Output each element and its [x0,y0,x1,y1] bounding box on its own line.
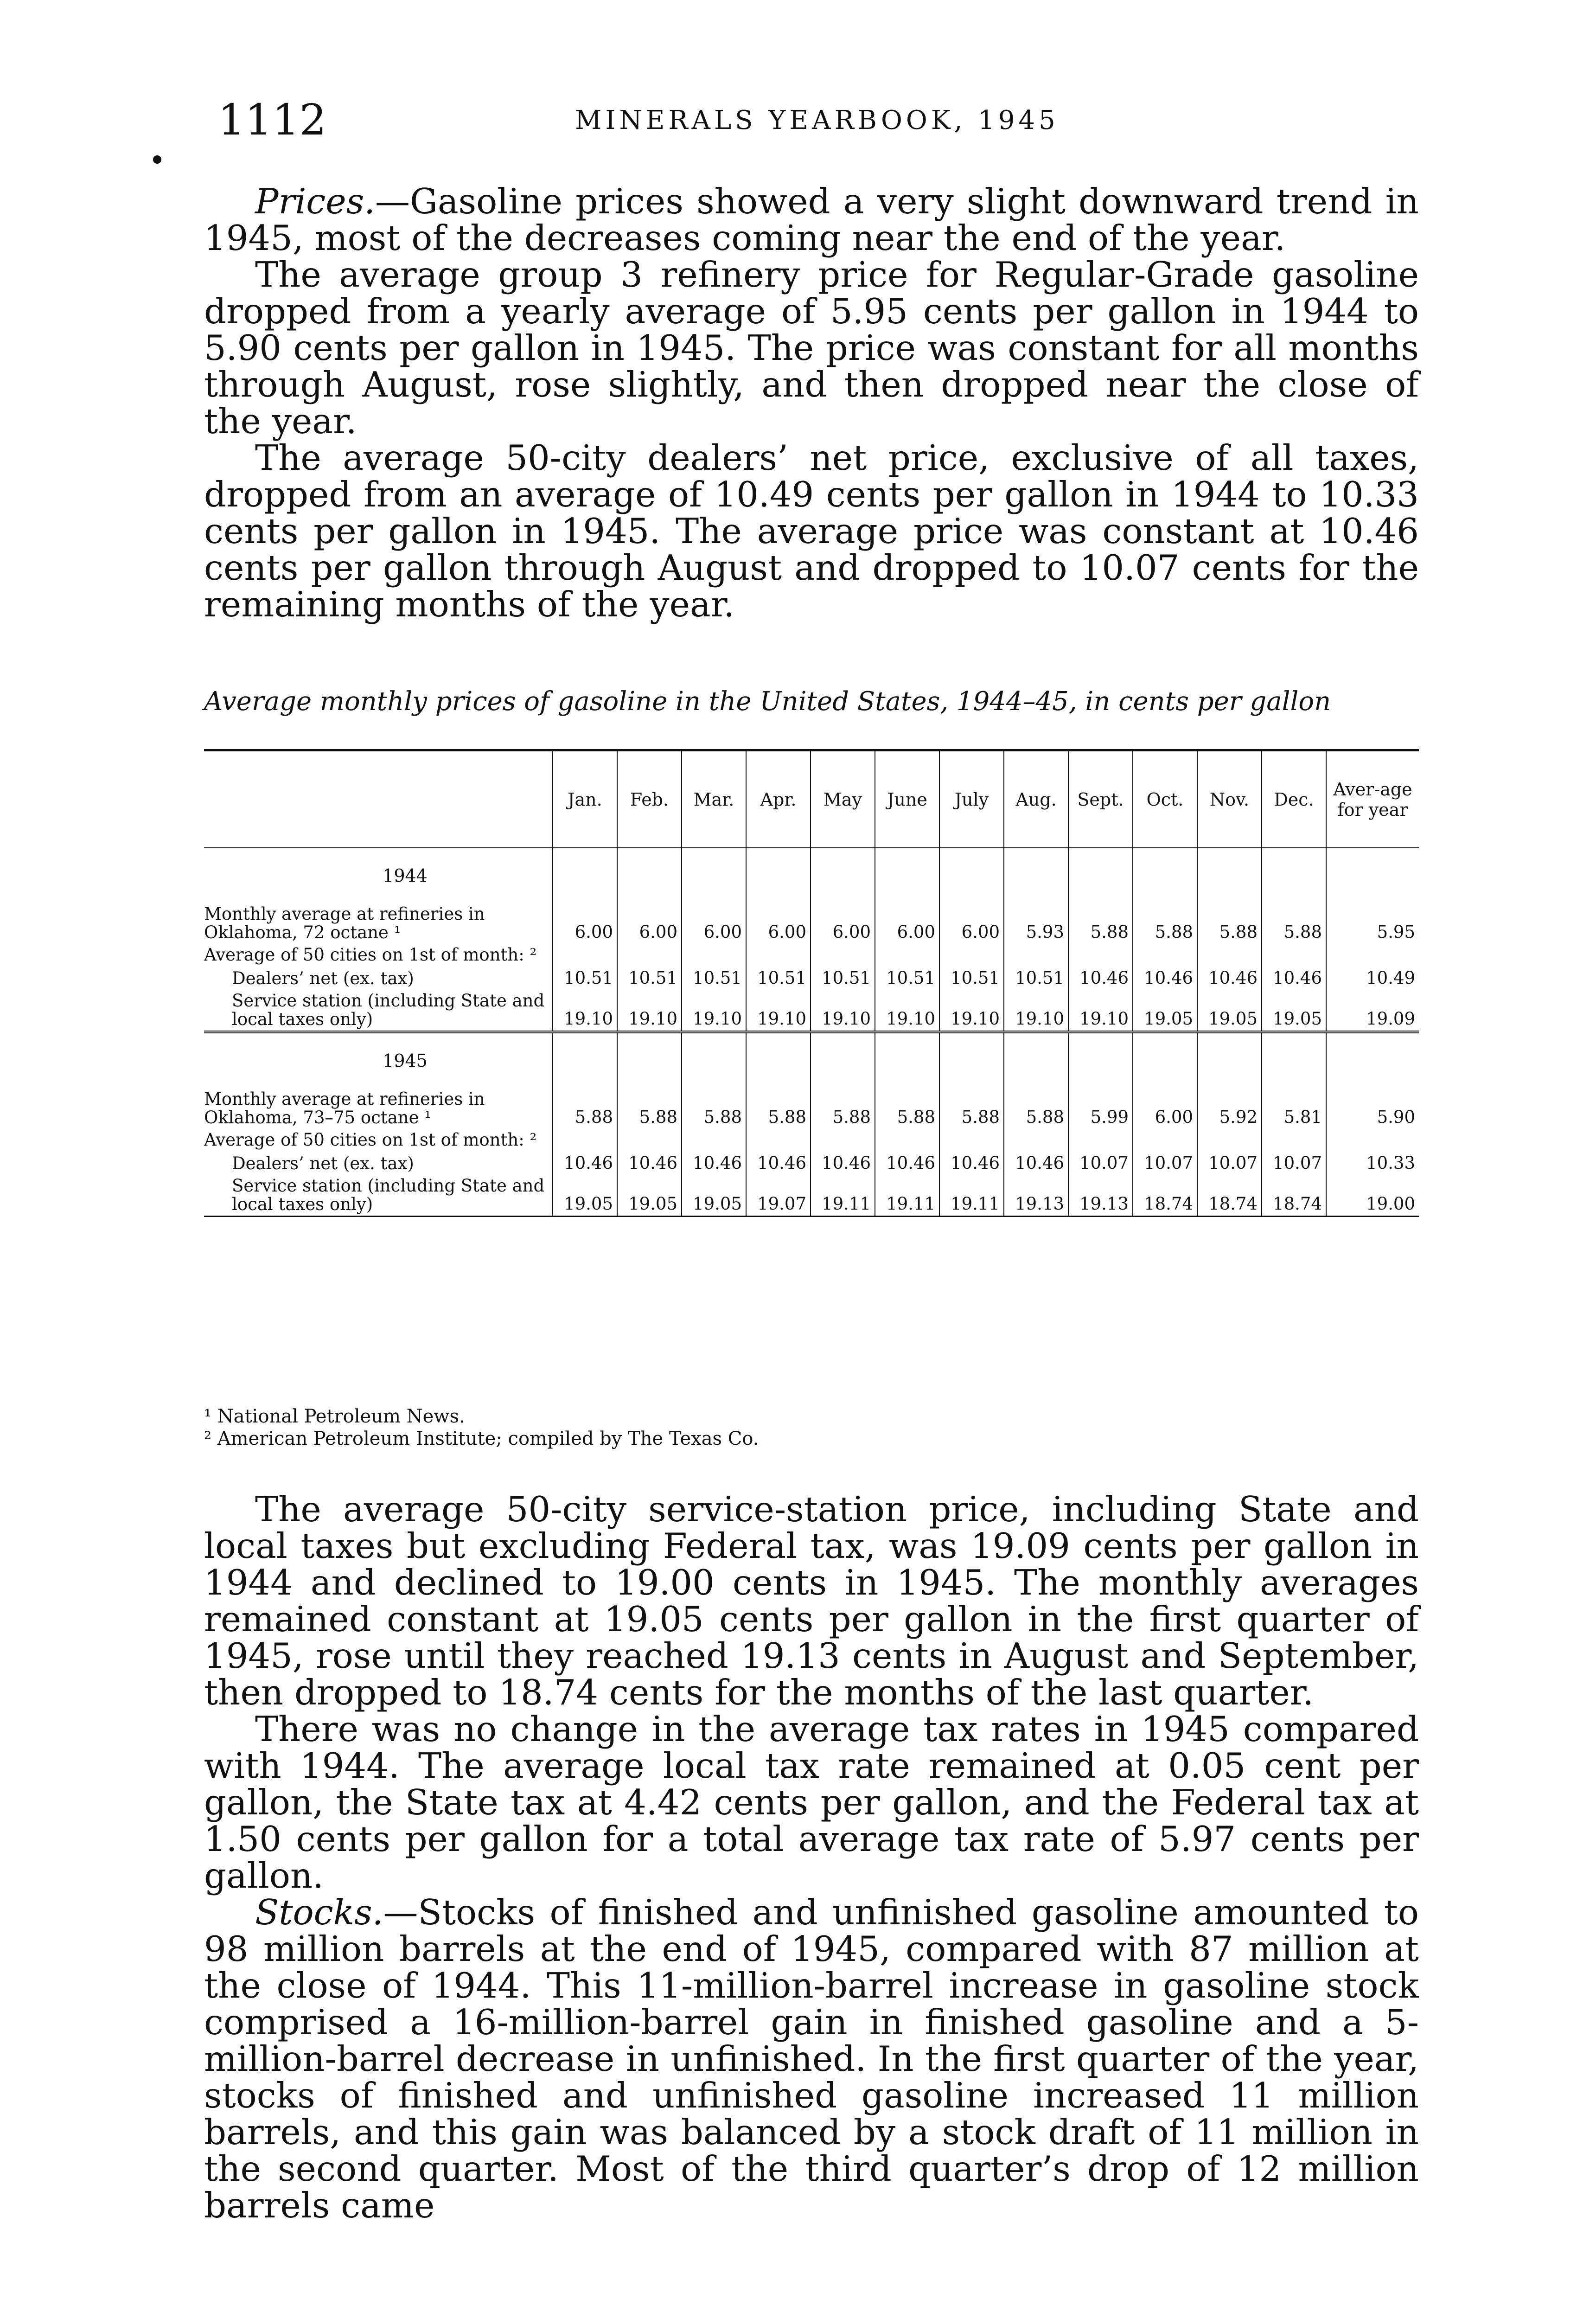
table-body [204,848,1419,1217]
value-cell: 10.46 [682,1151,746,1175]
blank-cell [1326,848,1419,903]
value-cell: 10.46 [1133,966,1197,990]
col-header: Dec. [1262,751,1326,848]
value-cell: 19.05 [1197,990,1262,1032]
value-cell: 19.10 [746,990,811,1032]
row-label: Average of 50 cities on 1st of month: ² [204,945,537,965]
blank-cell [939,1032,1004,1088]
blank-cell [1133,848,1197,903]
col-header: Mar. [682,751,746,848]
value-cell [1133,944,1197,966]
value-cell [746,1129,811,1151]
value-cell [1262,1129,1326,1151]
value-cell: 19.13 [1068,1175,1133,1217]
col-header-average: Aver-age for year [1326,751,1419,848]
row-refinery [204,1088,1419,1129]
value-cell: 10.46 [617,1151,682,1175]
value-cell: 10.51 [682,966,746,990]
value-cell: 5.88 [617,1088,682,1129]
blank-cell [1004,1032,1068,1088]
value-cell: 10.07 [1197,1151,1262,1175]
value-cell: 5.88 [682,1088,746,1129]
col-header: May [811,751,875,848]
blank-cell [746,1032,811,1088]
value-cell: 10.51 [617,966,682,990]
value-cell [1262,944,1326,966]
blank-cell [875,1032,939,1088]
value-cell: 10.46 [553,1151,617,1175]
intro-text [204,183,1419,623]
value-cell: 19.10 [1004,990,1068,1032]
value-cell [939,944,1004,966]
value-cell: 10.46 [746,1151,811,1175]
blank-cell [1197,848,1262,903]
value-cell: 10.51 [1004,966,1068,990]
prices-lead: Prices. [255,181,376,222]
value-cell [811,944,875,966]
paragraph-tax-rates: There was no change in the average tax rates in 1945 compared with 1944. The average local tax rate remained at 0.05 cent per gallon, the State tax at 4.42 cents per gallon, and the Federal tax at 1.50 cents per gallon for a total average tax rate of 5.97 cents per gallon. [204,1709,1419,1896]
value-cell: 5.93 [1004,903,1068,944]
value-cell: 19.05 [617,1175,682,1217]
value-cell: 10.49 [1326,966,1419,990]
table-footnotes [204,1405,759,1450]
value-cell [746,944,811,966]
col-header: Jan. [553,751,617,848]
value-cell: 6.00 [811,903,875,944]
value-cell [875,1129,939,1151]
value-cell: 19.10 [553,990,617,1032]
col-header: Feb. [617,751,682,848]
blank-cell [746,848,811,903]
blank-cell [553,848,617,903]
value-cell: 19.05 [1133,990,1197,1032]
value-cell: 5.90 [1326,1088,1419,1129]
row-label: Dealers’ net (ex. tax) [232,1153,414,1173]
row-label: Service station (including State and local taxes only) [204,1175,553,1217]
margin-dot [153,155,161,164]
blank-cell [811,848,875,903]
value-cell: 19.05 [553,1175,617,1217]
blank-cell [1262,848,1326,903]
value-cell: 5.81 [1262,1088,1326,1129]
value-cell [1326,1129,1419,1151]
paragraph-stocks [204,1894,1419,2224]
footnote: ¹ National Petroleum News. [204,1406,465,1427]
value-cell: 18.74 [1262,1175,1326,1217]
row-service-station [204,990,1419,1032]
col-header: Aug. [1004,751,1068,848]
blank-cell [617,848,682,903]
stocks-text: —Stocks of finished and unfinished gasoline amounted to 98 million barrels at the end of 1945, compared with 87 million at the close of 1944. This 11-million-barrel increase in gasoline stock comprised a 16-million-barrel gain in finished gasoline and a 5-million-barrel decrease in unfinished. In the first quarter of the year, stocks of finished and unfinished gasoline increased 11 million barrels, and this gain was balanced by a stock draft of 11 million in the second quarter. Most of the third quarter’s drop of 12 million barrels came [204,1892,1419,2226]
value-cell: 10.46 [811,1151,875,1175]
value-cell: 10.33 [1326,1151,1419,1175]
value-cell: 10.51 [875,966,939,990]
row-cities-heading [204,944,1419,966]
blank-cell [875,848,939,903]
value-cell [811,1129,875,1151]
value-cell: 10.51 [939,966,1004,990]
blank-cell [1326,1032,1419,1088]
value-cell: 10.46 [1197,966,1262,990]
value-cell: 10.07 [1068,1151,1133,1175]
value-cell: 5.88 [939,1088,1004,1129]
value-cell [682,944,746,966]
value-cell [1068,1129,1133,1151]
value-cell: 5.99 [1068,1088,1133,1129]
value-cell: 19.11 [875,1175,939,1217]
value-cell: 5.88 [1197,903,1262,944]
blank-cell [1068,848,1133,903]
value-cell [617,1129,682,1151]
value-cell: 19.00 [1326,1175,1419,1217]
value-cell [682,1129,746,1151]
page-header [204,95,1410,146]
value-cell: 10.46 [875,1151,939,1175]
header-blank [204,751,553,848]
value-cell [939,1129,1004,1151]
col-header: Apr. [746,751,811,848]
blank-cell [1133,1032,1197,1088]
blank-cell [1004,848,1068,903]
value-cell [1197,1129,1262,1151]
value-cell: 19.11 [811,1175,875,1217]
year-label: 1944 [383,865,428,886]
value-cell: 6.00 [746,903,811,944]
paragraph-refinery: The average group 3 refinery price for Regular-Grade gasoline dropped from a yearly average of 5.95 cents per gallon in 1944 to 5.90 cents per gallon in 1945. The price was constant for all months through August, rose slightly, and then dropped near the close of the year. [204,254,1419,442]
row-label: Service station (including State and local taxes only) [204,990,553,1032]
table-header-row [204,751,1419,848]
paragraph-dealers: The average 50-city dealers’ net price, exclusive of all taxes, dropped from an average of 10.49 cents per gallon in 1944 to 10.33 cents per gallon in 1945. The average price was constant at 10.46 cents per gallon through August and dropped to 10.07 cents for the remaining months of the year. [204,437,1419,625]
year-label: 1945 [383,1051,428,1071]
paragraph-prices [204,183,1419,256]
value-cell: 5.88 [553,1088,617,1129]
value-cell: 5.92 [1197,1088,1262,1129]
row-label: Monthly average at refineries in Oklahoma, 73–75 octane ¹ [204,1089,485,1127]
value-cell [1004,1129,1068,1151]
closing-text [204,1491,1419,2224]
blank-cell [617,1032,682,1088]
value-cell: 19.05 [682,1175,746,1217]
value-cell: 19.10 [1068,990,1133,1032]
value-cell: 6.00 [875,903,939,944]
value-cell [553,944,617,966]
value-cell: 5.88 [1133,903,1197,944]
row-label: Dealers’ net (ex. tax) [232,968,414,988]
running-head: MINERALS YEARBOOK, 1945 [575,105,1059,135]
gasoline-price-table [204,751,1419,1217]
row-refinery [204,903,1419,944]
value-cell: 10.07 [1133,1151,1197,1175]
value-cell: 6.00 [682,903,746,944]
value-cell: 19.09 [1326,990,1419,1032]
page-number: 1112 [218,95,327,145]
col-header: July [939,751,1004,848]
value-cell: 10.46 [1068,966,1133,990]
value-cell: 6.00 [617,903,682,944]
value-cell: 19.10 [617,990,682,1032]
footnote: ² American Petroleum Institute; compiled by The Texas Co. [204,1428,759,1449]
value-cell: 19.10 [875,990,939,1032]
col-header: Sept. [1068,751,1133,848]
row-service-station [204,1175,1419,1217]
value-cell: 5.88 [746,1088,811,1129]
row-label: Monthly average at refineries in Oklahoma, 72 octane ¹ [204,904,485,942]
value-cell: 18.74 [1197,1175,1262,1217]
col-header: Nov. [1197,751,1262,848]
value-cell: 19.05 [1262,990,1326,1032]
value-cell: 5.88 [811,1088,875,1129]
value-cell: 19.10 [939,990,1004,1032]
value-cell: 5.88 [1004,1088,1068,1129]
value-cell: 19.11 [939,1175,1004,1217]
value-cell: 19.10 [682,990,746,1032]
value-cell: 19.10 [811,990,875,1032]
value-cell [1004,944,1068,966]
value-cell: 19.07 [746,1175,811,1217]
row-dealers [204,1151,1419,1175]
value-cell: 5.95 [1326,903,1419,944]
value-cell [553,1129,617,1151]
value-cell: 5.88 [1262,903,1326,944]
value-cell [1326,944,1419,966]
blank-cell [1068,1032,1133,1088]
value-cell [1197,944,1262,966]
value-cell: 10.51 [811,966,875,990]
value-cell: 10.46 [1262,966,1326,990]
value-cell [617,944,682,966]
value-cell: 10.46 [939,1151,1004,1175]
value-cell: 5.88 [1068,903,1133,944]
value-cell: 6.00 [553,903,617,944]
blank-cell [1262,1032,1326,1088]
blank-cell [811,1032,875,1088]
value-cell: 19.13 [1004,1175,1068,1217]
col-header: June [875,751,939,848]
year-row [204,1032,1419,1088]
value-cell: 10.51 [746,966,811,990]
value-cell: 6.00 [1133,1088,1197,1129]
col-header: Oct. [1133,751,1197,848]
value-cell: 18.74 [1133,1175,1197,1217]
row-dealers [204,966,1419,990]
row-cities-heading [204,1129,1419,1151]
table-caption: Average monthly prices of gasoline in the United States, 1944–45, in cents per gallon [204,686,1331,717]
value-cell [875,944,939,966]
blank-cell [553,1032,617,1088]
value-cell [1133,1129,1197,1151]
prices-text: —Gasoline prices showed a very slight downward trend in 1945, most of the decreases coming near the end of the year. [204,181,1419,258]
row-label: Average of 50 cities on 1st of month: ² [204,1130,537,1150]
value-cell [1068,944,1133,966]
value-cell: 6.00 [939,903,1004,944]
value-cell: 10.46 [1004,1151,1068,1175]
value-cell: 10.07 [1262,1151,1326,1175]
blank-cell [682,1032,746,1088]
blank-cell [682,848,746,903]
blank-cell [939,848,1004,903]
blank-cell [1197,1032,1262,1088]
value-cell: 5.88 [875,1088,939,1129]
value-cell: 10.51 [553,966,617,990]
year-row [204,848,1419,903]
paragraph-service-station: The average 50-city service-station price, including State and local taxes but excluding Federal tax, was 19.09 cents per gallon in 1944 and declined to 19.00 cents in 1945. The monthly averages remained constant at 19.05 cents per gallon in the first quarter of 1945, rose until they reached 19.13 cents in August and September, then dropped to 18.74 cents for the months of the last quarter. [204,1489,1419,1713]
stocks-lead: Stocks. [255,1892,383,1933]
